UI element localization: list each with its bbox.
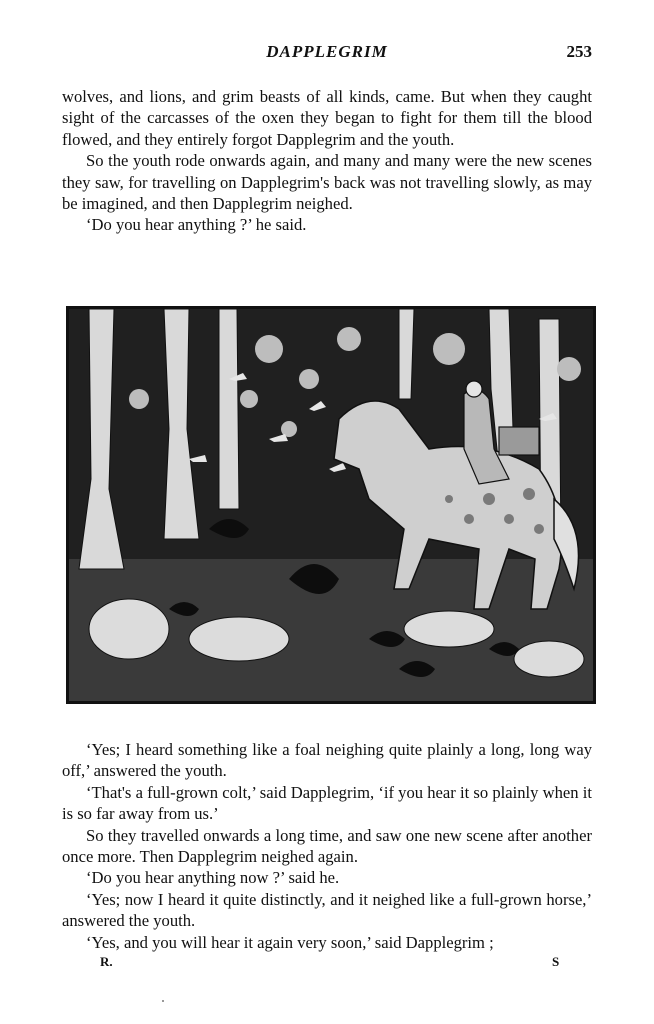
running-title: DAPPLEGRIM (266, 42, 388, 61)
bottom-text-block (62, 739, 592, 953)
paragraph: ‘Yes; I heard something like a foal neighing quite plainly a long, long way off,’ answered the youth. (62, 740, 592, 781)
paragraph: ‘Yes, and you will hear it again very soon,’ said Dapplegrim ; (86, 932, 494, 952)
printer-signature: R. (100, 954, 113, 969)
paragraph: ‘Do you hear anything ?’ he said. (86, 215, 307, 235)
forest-illustration (66, 306, 596, 704)
top-text-block (62, 86, 592, 236)
paragraph: wolves, and lions, and grim beasts of all kinds, came. But when they caught sight of the carcasses of the oxen they began to fight for them till the blood flowed, and they entirely forgot Dapplegrim and the youth. (62, 87, 592, 149)
paragraph: ‘Yes; now I heard it quite distinctly, and it neighed like a full-grown horse,’ answered the youth. (62, 889, 592, 931)
paragraph: ‘That's a full-grown colt,’ said Dapplegrim, ‘if you hear it so plainly when it is so far away from us.’ (62, 782, 592, 824)
signature-mark: S (552, 954, 560, 969)
print-speck (162, 1000, 164, 1002)
paragraph: So they travelled onwards a long time, and saw one new scene after another once more. Then Dapplegrim neighed again. (62, 825, 592, 867)
page-number: 253 (566, 42, 592, 61)
paragraph: So the youth rode onwards again, and many and many were the new scenes they saw, for travelling on Dapplegrim's back was not travelling slowly, as may be imagined, and then Dapplegrim neighed. (62, 151, 592, 214)
page-header (62, 42, 592, 66)
illustration-drawing (69, 309, 593, 701)
paragraph: ‘Do you hear anything now ?’ said he. (86, 868, 340, 888)
